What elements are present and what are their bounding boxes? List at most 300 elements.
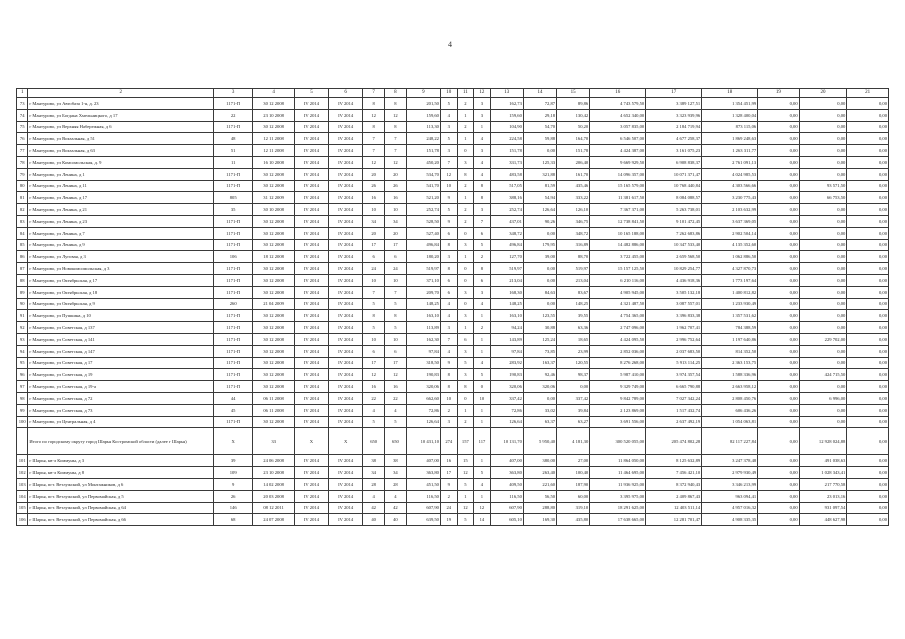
table-cell: 3: [474, 98, 491, 110]
table-cell: IV 2014: [294, 251, 328, 263]
table-cell: 0,00: [758, 251, 799, 263]
table-cell: 209,70: [406, 286, 440, 298]
table-cell: 126,64: [490, 416, 523, 428]
table-cell: 1: [17, 89, 28, 98]
table-cell: 607,90: [406, 502, 440, 514]
table-cell: 106: [17, 514, 28, 526]
table-cell: 12 403 511,14: [646, 502, 702, 514]
table-cell: 0,00: [758, 392, 799, 404]
table-cell: 8: [385, 98, 407, 110]
table-cell: 17: [646, 89, 702, 98]
address-cell: г Мантурово, ул Ленина, д 9: [28, 239, 214, 251]
table-cell: 12: [363, 109, 385, 121]
table-cell: 0,00: [847, 145, 889, 157]
table-cell: 17: [363, 357, 385, 369]
table-cell: 0,00: [758, 227, 799, 239]
table-cell: 12: [385, 109, 407, 121]
table-row: [17, 180, 889, 192]
table-row: [17, 121, 889, 133]
table-cell: 4 905 945,00: [590, 286, 646, 298]
table-cell: 1: [457, 322, 474, 334]
table-cell: 4 677 258,37: [646, 133, 702, 145]
table-cell: IV 2014: [329, 357, 363, 369]
table-cell: 5: [385, 416, 407, 428]
address-cell: г Мантурово, ул Советская, д 73: [28, 404, 214, 416]
table-cell: 5: [457, 478, 474, 490]
table-cell: 2 808 450,76: [702, 392, 758, 404]
table-cell: 1: [457, 404, 474, 416]
table-cell: 48: [213, 133, 252, 145]
table-cell: 18 291 625,00: [590, 502, 646, 514]
table-cell: 10: [440, 89, 457, 98]
table-cell: 2: [474, 251, 491, 263]
table-cell: 407,00: [406, 455, 440, 467]
table-cell: IV 2014: [329, 274, 363, 286]
table-cell: 0,00: [847, 357, 889, 369]
table-cell: 0,00: [758, 428, 799, 455]
table-cell: 2: [457, 180, 474, 192]
table-cell: 151,78: [557, 145, 590, 157]
table-cell: X: [213, 428, 252, 455]
table-cell: IV 2014: [294, 121, 328, 133]
table-cell: 3 396 833,38: [646, 310, 702, 322]
table-cell: 12 11 2008: [253, 145, 294, 157]
table-cell: 4 181,30: [557, 428, 590, 455]
table-cell: 0,00: [758, 121, 799, 133]
table-cell: 93 571,50: [799, 180, 847, 192]
table-cell: IV 2014: [294, 478, 328, 490]
table-cell: 0,00: [799, 168, 847, 180]
table-cell: 11 936 925,00: [590, 478, 646, 490]
table-cell: 6: [457, 333, 474, 345]
table-row: [17, 514, 889, 526]
table-cell: 5: [385, 298, 407, 310]
table-cell: IV 2014: [329, 416, 363, 428]
table-cell: 23,99: [557, 345, 590, 357]
table-cell: IV 2014: [329, 478, 363, 490]
table-cell: 318,50: [406, 357, 440, 369]
table-cell: 81,59: [523, 180, 556, 192]
table-cell: 127,70: [490, 251, 523, 263]
table-cell: 12 928 024,88: [799, 428, 847, 455]
table-cell: 16: [363, 192, 385, 204]
table-cell: IV 2014: [329, 310, 363, 322]
table-cell: 190,83: [406, 369, 440, 381]
address-cell: г Мантурово, ул Луговая, д 3: [28, 251, 214, 263]
table-cell: 87: [17, 263, 28, 275]
table-cell: 0,00: [758, 263, 799, 275]
table-cell: 42: [363, 502, 385, 514]
table-cell: 163,10: [406, 310, 440, 322]
table-cell: 10 829 254,77: [646, 263, 702, 275]
table-cell: 10 347 533,40: [646, 239, 702, 251]
table-cell: 1: [474, 310, 491, 322]
table-cell: 30 12 2008: [253, 180, 294, 192]
table-cell: 98: [17, 392, 28, 404]
table-cell: 2: [457, 416, 474, 428]
table-cell: 7 367 371,00: [590, 204, 646, 216]
table-row: [17, 274, 889, 286]
table-cell: 2: [440, 404, 457, 416]
table-cell: 3: [457, 369, 474, 381]
table-cell: 82: [17, 204, 28, 216]
address-cell: г Шарья, пгт. Ветлужский, ул Первомайская, д 64: [28, 502, 214, 514]
table-cell: 100: [17, 416, 28, 428]
table-cell: 12: [474, 89, 491, 98]
table-cell: 0,00: [847, 156, 889, 168]
table-cell: 0,00: [758, 239, 799, 251]
table-cell: 7: [440, 156, 457, 168]
table-cell: IV 2014: [329, 121, 363, 133]
table-cell: 10: [363, 333, 385, 345]
table-cell: 17: [385, 357, 407, 369]
table-cell: 6: [474, 274, 491, 286]
table-cell: 4: [363, 404, 385, 416]
table-cell: 21: [847, 89, 889, 98]
table-cell: 519,97: [557, 263, 590, 275]
table-cell: 50,20: [557, 121, 590, 133]
table-cell: 7 027 342,24: [646, 392, 702, 404]
table-cell: IV 2014: [294, 416, 328, 428]
address-cell: г Мантурово, ул Советская, д 137: [28, 322, 214, 334]
table-cell: 73: [17, 98, 28, 110]
table-cell: 12: [440, 168, 457, 180]
address-cell: г Мантурово, ул Октябрьская, д 18: [28, 286, 214, 298]
table-cell: 6 210 116,00: [590, 274, 646, 286]
table-cell: 5: [363, 416, 385, 428]
table-cell: 3: [440, 251, 457, 263]
table-cell: 4: [440, 109, 457, 121]
table-cell: 0,00: [758, 333, 799, 345]
table-cell: 0,00: [847, 286, 889, 298]
table-cell: 283,92: [490, 357, 523, 369]
table-cell: 23 10 2008: [253, 467, 294, 479]
table-cell: IV 2014: [329, 322, 363, 334]
table-cell: IV 2014: [294, 145, 328, 157]
table-cell: IV 2014: [294, 133, 328, 145]
table-cell: IV 2014: [329, 298, 363, 310]
table-cell: 0,00: [847, 109, 889, 121]
table-cell: 450,20: [406, 156, 440, 168]
table-row: [17, 286, 889, 298]
table-cell: 662,60: [406, 392, 440, 404]
table-cell: 491 038,63: [799, 455, 847, 467]
table-cell: 337,42: [557, 392, 590, 404]
table-cell: 1 869 248,63: [702, 133, 758, 145]
table-cell: 54,70: [523, 121, 556, 133]
table-cell: 8: [440, 263, 457, 275]
table-cell: 7: [385, 286, 407, 298]
table-cell: 45: [213, 404, 252, 416]
table-cell: 116,50: [490, 490, 523, 502]
table-cell: 29,18: [523, 109, 556, 121]
table-cell: 74: [17, 109, 28, 121]
table-cell: 73,85: [523, 345, 556, 357]
table-cell: 10 131,70: [490, 428, 523, 455]
table-cell: 2 747 096,00: [590, 322, 646, 334]
table-cell: 1 233 930,49: [702, 298, 758, 310]
table-cell: 1 773 197,64: [702, 274, 758, 286]
table-cell: 159,60: [406, 109, 440, 121]
table-cell: 26: [385, 180, 407, 192]
table-cell: 84,63: [523, 286, 556, 298]
table-cell: 125,33: [523, 156, 556, 168]
table-cell: 0,00: [847, 133, 889, 145]
table-cell: 0,00: [799, 298, 847, 310]
address-cell: г Мантурово, ул Ленина, д 11: [28, 180, 214, 192]
table-cell: 0,00: [799, 98, 847, 110]
table-cell: 5: [474, 467, 491, 479]
table-cell: 6: [440, 286, 457, 298]
table-cell: 7: [474, 215, 491, 227]
table-cell: 7: [363, 286, 385, 298]
table-cell: 0,00: [847, 455, 889, 467]
table-cell: 0,00: [847, 274, 889, 286]
table-cell: 5: [440, 204, 457, 216]
table-cell: 2 663 958,12: [702, 381, 758, 393]
table-cell: 0: [457, 227, 474, 239]
table-cell: 0: [457, 298, 474, 310]
table-cell: 24 07 2008: [253, 514, 294, 526]
table-row: [17, 416, 889, 428]
table-cell: 1: [474, 416, 491, 428]
table-cell: 10 071 371,47: [646, 168, 702, 180]
address-cell: г Мантурово, ул Ленина, д 7: [28, 227, 214, 239]
table-cell: 2 761 091,13: [702, 156, 758, 168]
table-cell: 12: [457, 467, 474, 479]
table-cell: 28: [363, 478, 385, 490]
table-cell: 1 263 311,77: [702, 145, 758, 157]
table-cell: 30 12 2008: [253, 416, 294, 428]
table-cell: 380,00: [523, 455, 556, 467]
table-cell: 650: [385, 428, 407, 455]
table-cell: 42: [385, 502, 407, 514]
table-cell: 30 12 2008: [253, 381, 294, 393]
table-cell: 82 117 227,84: [702, 428, 758, 455]
table-cell: 4: [440, 298, 457, 310]
table-cell: 163,10: [490, 310, 523, 322]
table-cell: IV 2014: [294, 381, 328, 393]
table-cell: IV 2014: [329, 145, 363, 157]
table-cell: 517,05: [490, 180, 523, 192]
table-cell: 0,00: [557, 381, 590, 393]
table-cell: 5: [294, 89, 328, 98]
table-cell: 0,00: [847, 345, 889, 357]
table-cell: 1: [474, 455, 491, 467]
table-cell: 201,50: [406, 98, 440, 110]
address-cell: г Мантурово, ул Новокомсомольская, д 3: [28, 263, 214, 275]
table-cell: 348,72: [557, 227, 590, 239]
table-cell: 3 087 557,01: [646, 298, 702, 310]
table-cell: 30 12 2008: [253, 357, 294, 369]
table-cell: 40: [385, 514, 407, 526]
table-cell: 3: [213, 89, 252, 98]
table-cell: 8 372 940,43: [646, 478, 702, 490]
table-cell: 10: [363, 274, 385, 286]
table-cell: 333,22: [557, 192, 590, 204]
table-cell: 274: [440, 428, 457, 455]
table-cell: 8: [385, 310, 407, 322]
table-cell: IV 2014: [329, 345, 363, 357]
address-cell: г Мантурово, ул Вокзальная, д 51: [28, 133, 214, 145]
table-cell: 931 097,54: [799, 502, 847, 514]
table-cell: 424 715,50: [799, 369, 847, 381]
table-cell: 10: [385, 204, 407, 216]
table-cell: 0,00: [799, 251, 847, 263]
table-cell: 1171-П: [213, 369, 252, 381]
table-cell: 363,80: [406, 467, 440, 479]
table-cell: 0,00: [758, 133, 799, 145]
table-row: [17, 133, 889, 145]
table-row: [17, 357, 889, 369]
table-cell: 126,64: [523, 204, 556, 216]
table-cell: 0,00: [847, 502, 889, 514]
table-cell: 2 659 568,50: [646, 251, 702, 263]
address-cell: г Мантурово, ул Советская, д 17: [28, 357, 214, 369]
table-cell: IV 2014: [329, 333, 363, 345]
table-cell: 08 12 2011: [253, 502, 294, 514]
table-cell: 15: [557, 89, 590, 98]
table-cell: IV 2014: [294, 298, 328, 310]
table-cell: 0,00: [758, 192, 799, 204]
table-cell: 22: [363, 392, 385, 404]
table-cell: 83,67: [557, 286, 590, 298]
table-cell: 221,60: [523, 478, 556, 490]
table-cell: 88,70: [557, 251, 590, 263]
table-cell: 2 409 867,43: [646, 490, 702, 502]
table-cell: 0,00: [847, 428, 889, 455]
table-cell: 3: [474, 204, 491, 216]
column-number-row: [17, 89, 889, 98]
table-cell: 3 637 369,05: [702, 215, 758, 227]
table-cell: 483,58: [490, 168, 523, 180]
table-cell: 0,00: [758, 180, 799, 192]
table-row: [17, 251, 889, 263]
table-cell: 30 12 2008: [253, 322, 294, 334]
table-cell: IV 2014: [294, 345, 328, 357]
table-cell: IV 2014: [294, 109, 328, 121]
table-cell: 10: [363, 204, 385, 216]
address-cell: г Мантурово, ул Советская, д 19: [28, 369, 214, 381]
table-cell: 0,00: [758, 274, 799, 286]
table-cell: IV 2014: [329, 381, 363, 393]
table-cell: 371,10: [406, 274, 440, 286]
table-cell: 409,50: [490, 478, 523, 490]
table-cell: 0,00: [758, 204, 799, 216]
table-cell: 4 908 335,35: [702, 514, 758, 526]
table-cell: 4: [474, 156, 491, 168]
table-cell: 527,40: [406, 227, 440, 239]
table-cell: 2 103 632,99: [702, 204, 758, 216]
table-cell: 98,37: [557, 369, 590, 381]
table-cell: 2 037 683,50: [646, 345, 702, 357]
table-cell: 0,00: [847, 263, 889, 275]
table-cell: 88: [17, 274, 28, 286]
table-cell: 2 184 719,94: [646, 121, 702, 133]
table-cell: 0,00: [758, 369, 799, 381]
table-cell: 51: [213, 145, 252, 157]
table-cell: 148,25: [406, 298, 440, 310]
table-cell: 9: [440, 192, 457, 204]
table-cell: 0,00: [847, 239, 889, 251]
table-cell: 0,00: [758, 478, 799, 490]
table-cell: 94,24: [490, 322, 523, 334]
table-cell: 89,86: [557, 98, 590, 110]
table-cell: 0,00: [847, 392, 889, 404]
table-cell: 0,00: [758, 145, 799, 157]
table-cell: 83: [17, 215, 28, 227]
table-cell: 0,00: [847, 98, 889, 110]
table-cell: 4 652 340,00: [590, 109, 646, 121]
table-cell: 3 974 357,54: [646, 369, 702, 381]
table-cell: 0,00: [758, 357, 799, 369]
table-cell: 650: [363, 428, 385, 455]
table-cell: 0,00: [847, 322, 889, 334]
table-cell: 97: [17, 381, 28, 393]
table-cell: 3 722 455,00: [590, 251, 646, 263]
table-cell: 60,00: [557, 490, 590, 502]
table-cell: 5: [440, 133, 457, 145]
table-cell: 252,74: [490, 204, 523, 216]
table-cell: 639,50: [406, 514, 440, 526]
table-cell: 1171-П: [213, 357, 252, 369]
table-cell: 0,00: [523, 227, 556, 239]
table-cell: 92,46: [523, 369, 556, 381]
table-cell: 30 12 2008: [253, 369, 294, 381]
table-cell: 1: [474, 490, 491, 502]
table-row: [17, 168, 889, 180]
table-cell: 81: [17, 192, 28, 204]
table-row: [17, 381, 889, 393]
table-cell: 30 12 2008: [253, 98, 294, 110]
table-cell: 12 738 841,50: [590, 215, 646, 227]
table-cell: 0,00: [799, 381, 847, 393]
table-row: [17, 455, 889, 467]
table-cell: 151,78: [406, 145, 440, 157]
table-cell: 0,00: [758, 345, 799, 357]
table-row: [17, 239, 889, 251]
table-cell: 1171-П: [213, 274, 252, 286]
table-cell: IV 2014: [294, 156, 328, 168]
table-cell: 33,02: [523, 404, 556, 416]
table-cell: 9 842 789,00: [590, 392, 646, 404]
table-cell: 407,00: [490, 455, 523, 467]
table-cell: 8: [474, 263, 491, 275]
table-cell: IV 2014: [329, 404, 363, 416]
table-cell: 3: [457, 286, 474, 298]
table-cell: 24: [440, 502, 457, 514]
table-cell: 54,94: [523, 192, 556, 204]
table-cell: IV 2014: [294, 455, 328, 467]
table-cell: 0,00: [847, 215, 889, 227]
table-cell: IV 2014: [294, 333, 328, 345]
table-cell: 90: [17, 298, 28, 310]
table-cell: 109: [213, 467, 252, 479]
table-cell: 97,84: [490, 345, 523, 357]
table-cell: IV 2014: [329, 502, 363, 514]
table-cell: 6: [385, 345, 407, 357]
table-cell: 288,80: [523, 502, 556, 514]
table-cell: 0,00: [799, 239, 847, 251]
table-cell: 3: [474, 286, 491, 298]
table-cell: 10: [474, 392, 491, 404]
table-cell: 3: [457, 239, 474, 251]
table-cell: IV 2014: [329, 239, 363, 251]
table-cell: 187,90: [557, 478, 590, 490]
table-cell: 39,55: [557, 310, 590, 322]
table-cell: 4 957 016,32: [702, 502, 758, 514]
table-cell: 3: [457, 156, 474, 168]
